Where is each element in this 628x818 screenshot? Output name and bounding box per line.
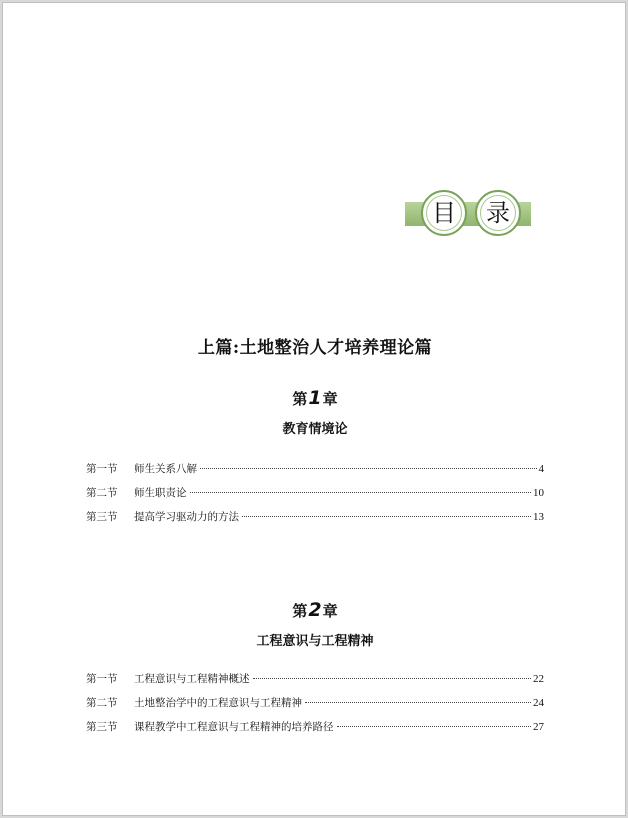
section-title: 土地整治学中的工程意识与工程精神 <box>134 697 302 709</box>
chapter-number: 1 <box>308 387 322 409</box>
page-number: 22 <box>533 673 544 685</box>
chapter-1-name: 教育情境论 <box>282 422 348 437</box>
dot-leader <box>337 726 532 727</box>
chapter-number: 2 <box>308 599 322 621</box>
page-number: 24 <box>533 697 544 709</box>
chapter-label-suffix: 章 <box>322 390 338 408</box>
chapter-label-prefix: 第 <box>292 602 308 620</box>
dot-leader <box>200 468 537 469</box>
section-title: 师生关系八解 <box>134 463 197 475</box>
section-number: 第一节 <box>86 463 118 475</box>
chapter-1-toc-list <box>86 461 544 533</box>
chapter-2-toc-list <box>86 671 544 743</box>
document-page <box>2 2 626 816</box>
toc-entry[interactable] <box>86 695 544 719</box>
section-number: 第一节 <box>86 673 118 685</box>
page-number: 4 <box>538 463 544 475</box>
toc-heading-badge <box>405 189 531 239</box>
chapter-2-label <box>3 599 627 621</box>
toc-heading-char-2: 录 <box>486 199 510 227</box>
section-number: 第三节 <box>86 511 118 523</box>
part-title: 上篇:土地整治人才培养理论篇 <box>197 338 433 358</box>
toc-entry[interactable] <box>86 671 544 695</box>
toc-heading-char-1: 目 <box>432 199 456 227</box>
page-number: 13 <box>533 511 544 523</box>
chapter-label-suffix: 章 <box>322 602 338 620</box>
page-number: 27 <box>533 721 544 733</box>
chapter-label-prefix: 第 <box>292 390 308 408</box>
dot-leader <box>305 702 531 703</box>
section-number: 第二节 <box>86 487 118 499</box>
chapter-2-name: 工程意识与工程精神 <box>256 634 374 649</box>
badge-circle-1 <box>421 190 467 236</box>
toc-entry[interactable] <box>86 719 544 743</box>
chapter-1-label <box>3 387 627 409</box>
toc-entry[interactable] <box>86 461 544 485</box>
toc-entry[interactable] <box>86 509 544 533</box>
section-title: 提高学习驱动力的方法 <box>134 511 239 523</box>
section-title: 课程教学中工程意识与工程精神的培养路径 <box>134 721 334 733</box>
section-title: 工程意识与工程精神概述 <box>134 673 250 685</box>
dot-leader <box>242 516 531 517</box>
section-number: 第二节 <box>86 697 118 709</box>
toc-entry[interactable] <box>86 485 544 509</box>
page-number: 10 <box>533 487 544 499</box>
dot-leader <box>253 678 532 679</box>
section-title: 师生职责论 <box>134 487 187 499</box>
section-number: 第三节 <box>86 721 118 733</box>
badge-circle-2 <box>475 190 521 236</box>
dot-leader <box>190 492 532 493</box>
